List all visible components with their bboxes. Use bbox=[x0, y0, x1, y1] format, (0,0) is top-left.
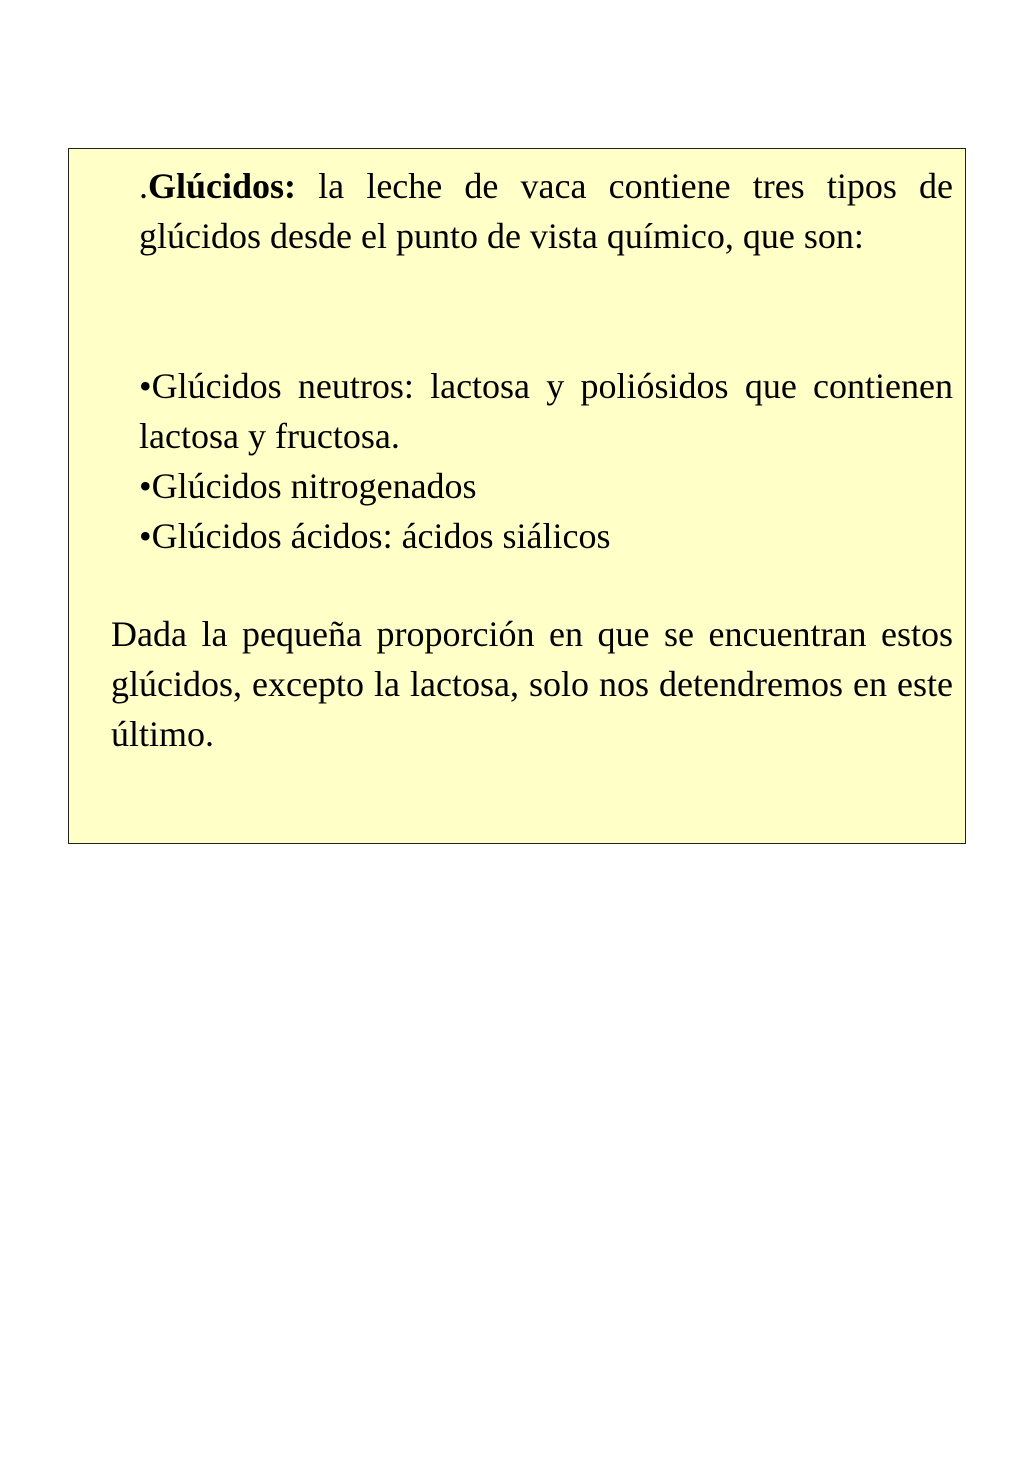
highlighted-text-box bbox=[68, 148, 966, 844]
closing-paragraph: Dada la pequeña proporción en que se encuentran estos glúcidos, excepto la lactosa, solo nos detendremos en este último. bbox=[111, 614, 953, 754]
list-item-text: Glúcidos ácidos: ácidos siálicos bbox=[151, 516, 611, 556]
bullet-icon: • bbox=[139, 516, 152, 556]
glucid-type-list bbox=[139, 361, 953, 561]
list-item bbox=[139, 361, 953, 461]
intro-text: la leche de vaca contiene tres tipos de glúcidos desde el punto de vista químico, que son: bbox=[139, 166, 953, 256]
intro-prefix: . bbox=[139, 166, 148, 206]
list-item-text: Glúcidos neutros: lactosa y poliósidos que contienen lactosa y fructosa. bbox=[139, 366, 953, 456]
section-heading: Glúcidos: bbox=[148, 166, 297, 206]
intro-paragraph bbox=[139, 161, 953, 261]
list-item-text: Glúcidos nitrogenados bbox=[151, 466, 477, 506]
list-item bbox=[139, 461, 953, 511]
bullet-icon: • bbox=[139, 366, 152, 406]
bullet-icon: • bbox=[139, 466, 152, 506]
list-item bbox=[139, 511, 953, 561]
